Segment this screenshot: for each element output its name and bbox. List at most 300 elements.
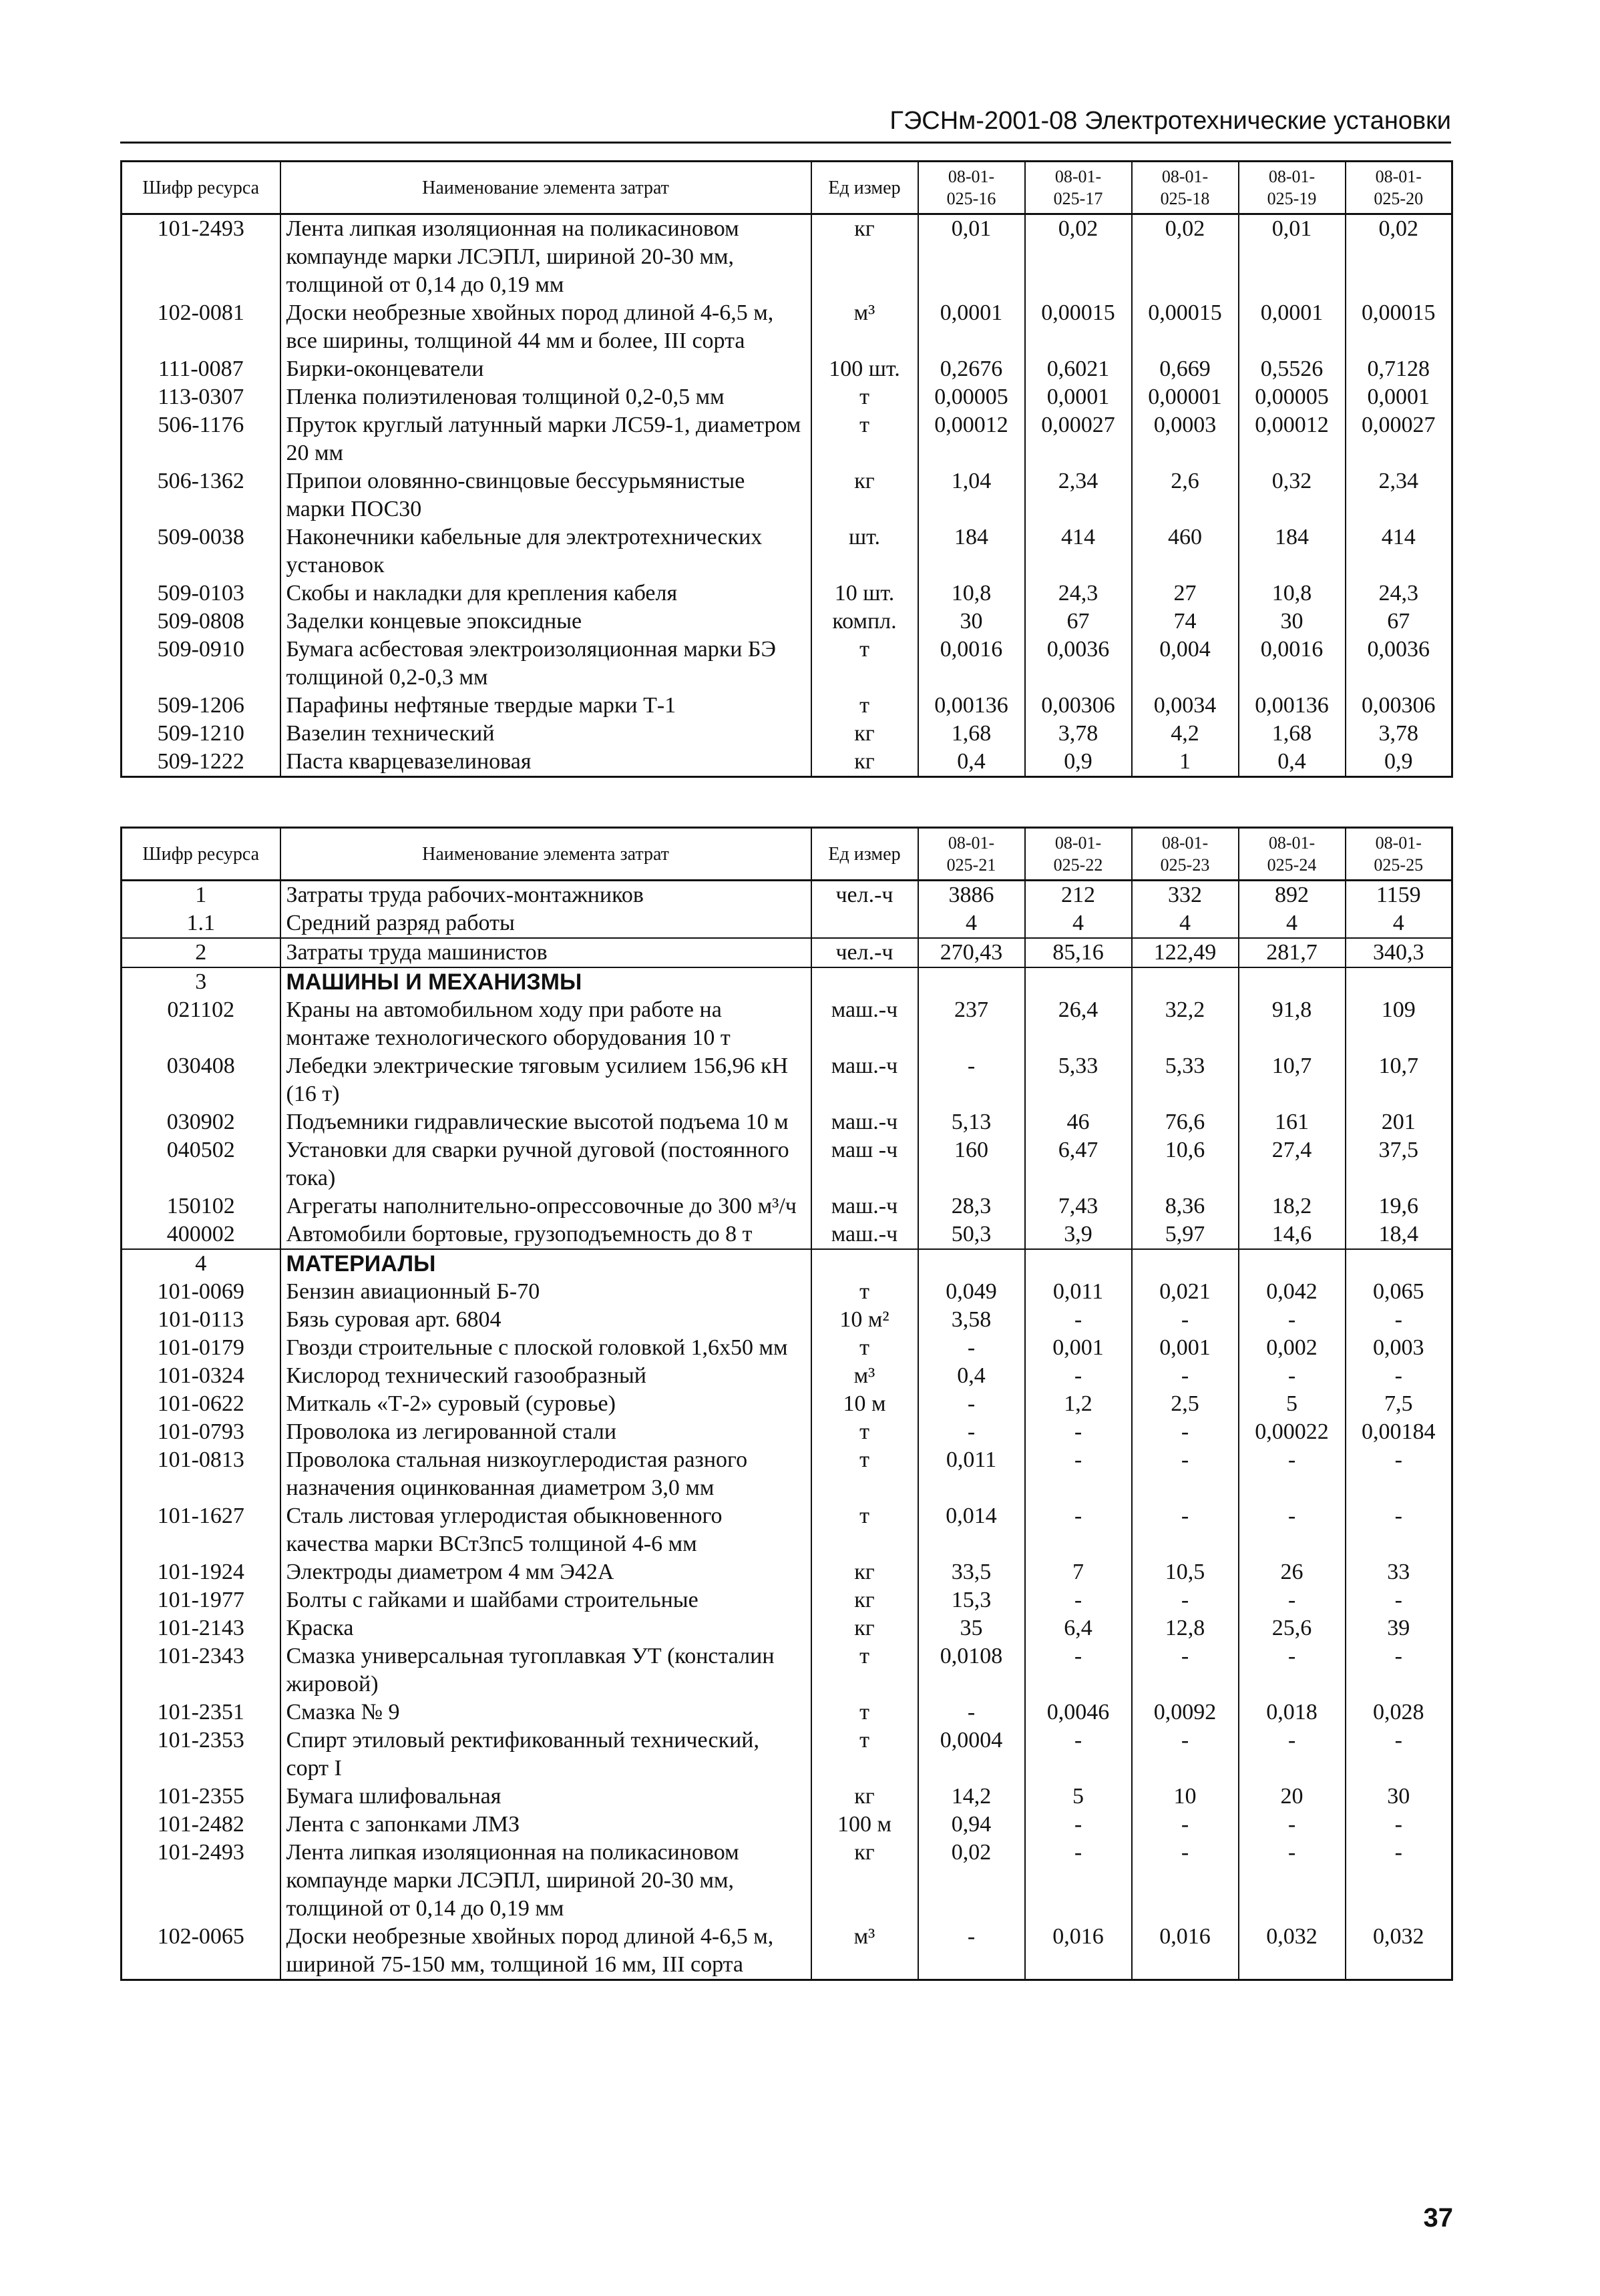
rate-value: 4 <box>1025 909 1132 938</box>
rate-value: 8,36 <box>1132 1192 1239 1220</box>
rate-value: 0,02 <box>1132 214 1239 300</box>
table-row <box>122 1586 1452 1614</box>
rate-value: - <box>1025 1586 1132 1614</box>
resource-code: 102-0081 <box>122 299 280 355</box>
rate-value: 0,00136 <box>918 692 1025 720</box>
resource-code: 101-2351 <box>122 1698 280 1727</box>
table-row <box>122 1923 1452 1980</box>
resource-code: 040502 <box>122 1136 280 1192</box>
cost-element-name: Вазелин технический <box>280 720 811 748</box>
rate-value: 1159 <box>1346 881 1452 910</box>
rate-value: - <box>918 1698 1025 1727</box>
rate-value: - <box>1025 1811 1132 1839</box>
table-row <box>122 881 1452 910</box>
rate-value: 0,0108 <box>918 1642 1025 1698</box>
header-rate-column: 08-01- 025-23 <box>1132 828 1239 881</box>
table-row <box>122 1558 1452 1586</box>
unit-of-measure: маш.-ч <box>811 1052 918 1108</box>
unit-of-measure: м³ <box>811 1923 918 1980</box>
rate-value: - <box>1239 1306 1346 1334</box>
rate-value: - <box>1239 1811 1346 1839</box>
rate-value: 10,8 <box>1239 580 1346 608</box>
rate-value: 0,9 <box>1346 748 1452 777</box>
rate-value: 281,7 <box>1239 938 1346 967</box>
rate-value: 0,5526 <box>1239 355 1346 383</box>
cost-element-name: Заделки концевые эпоксидные <box>280 608 811 636</box>
unit-of-measure: маш.-ч <box>811 1108 918 1136</box>
rate-value: 5,33 <box>1025 1052 1132 1108</box>
rate-value: 5,97 <box>1132 1220 1239 1249</box>
rate-value: 76,6 <box>1132 1108 1239 1136</box>
cost-element-name: Пруток круглый латунный марки ЛС59-1, диаметром 20 мм <box>280 411 811 467</box>
rate-value: - <box>918 1052 1025 1108</box>
rate-value: 0,003 <box>1346 1334 1452 1362</box>
cost-element-name: Наконечники кабельные для электротехнических установок <box>280 523 811 580</box>
rate-value: 3,78 <box>1346 720 1452 748</box>
rate-value: - <box>1239 1502 1346 1558</box>
rate-value: 74 <box>1132 608 1239 636</box>
resource-code: 3 <box>122 967 280 996</box>
cost-element-name: Проволока стальная низкоуглеродистая разного назначения оцинкованная диаметром 3,0 мм <box>280 1446 811 1502</box>
rate-value: 0,00027 <box>1346 411 1452 467</box>
table-row <box>122 580 1452 608</box>
cost-element-name: Бирки-оконцеватели <box>280 355 811 383</box>
table-row <box>122 1839 1452 1923</box>
rate-value: 3,9 <box>1025 1220 1132 1249</box>
unit-of-measure: т <box>811 1642 918 1698</box>
rate-value: 109 <box>1346 996 1452 1052</box>
resource-code: 101-2493 <box>122 1839 280 1923</box>
table-row <box>122 411 1452 467</box>
rate-value: - <box>1346 1811 1452 1839</box>
rate-value: - <box>1025 1306 1132 1334</box>
rate-value: 0,00015 <box>1346 299 1452 355</box>
cost-element-name: Гвозди строительные с плоской головкой 1,6х50 мм <box>280 1334 811 1362</box>
rate-value: - <box>1239 1839 1346 1923</box>
header-rate-column: 08-01- 025-24 <box>1239 828 1346 881</box>
rate-value: 0,0003 <box>1132 411 1239 467</box>
rate-value: 0,021 <box>1132 1278 1239 1306</box>
rate-value: 1 <box>1132 748 1239 777</box>
rate-value: 0,0034 <box>1132 692 1239 720</box>
table-row <box>122 1642 1452 1698</box>
cost-element-name: Бумага асбестовая электроизоляционная марки БЭ толщиной 0,2-0,3 мм <box>280 636 811 692</box>
rate-value: 0,0001 <box>1239 299 1346 355</box>
rate-value: 0,016 <box>1025 1923 1132 1980</box>
table-row <box>122 1698 1452 1727</box>
unit-of-measure: т <box>811 636 918 692</box>
cost-element-name: Краска <box>280 1614 811 1642</box>
rate-value: 2,34 <box>1346 467 1452 523</box>
resource-code: 150102 <box>122 1192 280 1220</box>
header-unit: Ед измер <box>811 162 918 214</box>
resource-code: 509-0808 <box>122 608 280 636</box>
rate-value: - <box>1346 1586 1452 1614</box>
rate-value: 27 <box>1132 580 1239 608</box>
rate-value: 30 <box>1346 1783 1452 1811</box>
table-row <box>122 1418 1452 1446</box>
table-row <box>122 1446 1452 1502</box>
rate-value: 6,47 <box>1025 1136 1132 1192</box>
rate-value: 0,011 <box>918 1446 1025 1502</box>
rate-value: - <box>1132 1418 1239 1446</box>
unit-of-measure: 100 м <box>811 1811 918 1839</box>
rate-value: 0,02 <box>918 1839 1025 1923</box>
resource-code: 101-2355 <box>122 1783 280 1811</box>
rate-value: 33,5 <box>918 1558 1025 1586</box>
rate-value: 0,00015 <box>1132 299 1239 355</box>
cost-element-name: Миткаль «Т-2» суровый (суровье) <box>280 1390 811 1418</box>
unit-of-measure: м³ <box>811 299 918 355</box>
rate-value: 0,2676 <box>918 355 1025 383</box>
rate-value: - <box>1132 1586 1239 1614</box>
rate-value: 332 <box>1132 881 1239 910</box>
resource-code: 101-1924 <box>122 1558 280 1586</box>
rate-value: 0,065 <box>1346 1278 1452 1306</box>
rate-value: - <box>1132 1727 1239 1783</box>
table-row <box>122 1052 1452 1108</box>
unit-of-measure: 10 м <box>811 1390 918 1418</box>
rate-value: 3886 <box>918 881 1025 910</box>
rate-value: 0,0001 <box>1025 383 1132 411</box>
rate-value: 201 <box>1346 1108 1452 1136</box>
rate-value <box>918 1249 1025 1278</box>
unit-of-measure: чел.-ч <box>811 938 918 967</box>
rate-value: 0,00136 <box>1239 692 1346 720</box>
rate-value: 3,58 <box>918 1306 1025 1334</box>
rate-value: 0,94 <box>918 1811 1025 1839</box>
rate-value: 237 <box>918 996 1025 1052</box>
rate-value: 5,13 <box>918 1108 1025 1136</box>
unit-of-measure: кг <box>811 1614 918 1642</box>
rate-value: 212 <box>1025 881 1132 910</box>
table-row <box>122 1306 1452 1334</box>
rate-value: 4 <box>1239 909 1346 938</box>
rate-value: 10,8 <box>918 580 1025 608</box>
unit-of-measure: т <box>811 383 918 411</box>
rate-value: 91,8 <box>1239 996 1346 1052</box>
table-row <box>122 1220 1452 1249</box>
resource-code: 101-0069 <box>122 1278 280 1306</box>
table-row <box>122 1108 1452 1136</box>
rate-value: 2,5 <box>1132 1390 1239 1418</box>
rate-value <box>1346 967 1452 996</box>
rate-value: - <box>1025 1502 1132 1558</box>
rate-value: 0,00184 <box>1346 1418 1452 1446</box>
unit-of-measure: кг <box>811 467 918 523</box>
table-row <box>122 355 1452 383</box>
rate-value: - <box>1025 1642 1132 1698</box>
rate-value: - <box>1025 1418 1132 1446</box>
unit-of-measure <box>811 967 918 996</box>
header-code: Шифр ресурса <box>122 162 280 214</box>
rate-value: - <box>1239 1727 1346 1783</box>
cost-element-name: Лента липкая изоляционная на поликасиновом компаунде марки ЛСЭПЛ, шириной 20-30 мм, толщиной от 0,14 до 0,19 мм <box>280 1839 811 1923</box>
resource-code: 101-2143 <box>122 1614 280 1642</box>
rate-value: 0,042 <box>1239 1278 1346 1306</box>
rate-value: - <box>1025 1839 1132 1923</box>
cost-element-name: Бязь суровая арт. 6804 <box>280 1306 811 1334</box>
rate-value: 460 <box>1132 523 1239 580</box>
rate-value: 0,4 <box>918 1362 1025 1390</box>
rate-value: 12,8 <box>1132 1614 1239 1642</box>
rate-value: 0,00015 <box>1025 299 1132 355</box>
rate-value: 5,33 <box>1132 1052 1239 1108</box>
cost-element-name: Паста кварцевазелиновая <box>280 748 811 777</box>
rate-value: 50,3 <box>918 1220 1025 1249</box>
rate-value: - <box>1346 1362 1452 1390</box>
table-row <box>122 299 1452 355</box>
rate-value: 270,43 <box>918 938 1025 967</box>
rate-value: 0,001 <box>1132 1334 1239 1362</box>
rate-value: - <box>1239 1362 1346 1390</box>
header-name: Наименование элемента затрат <box>280 828 811 881</box>
resource-code: 101-0793 <box>122 1418 280 1446</box>
table-row <box>122 720 1452 748</box>
rate-value: - <box>1132 1642 1239 1698</box>
rate-value: - <box>1239 1642 1346 1698</box>
unit-of-measure: шт. <box>811 523 918 580</box>
resource-table-1 <box>120 160 1453 778</box>
rate-value: 67 <box>1346 608 1452 636</box>
table-row <box>122 909 1452 938</box>
rate-value: - <box>1025 1362 1132 1390</box>
rate-value: - <box>918 1418 1025 1446</box>
resource-code: 101-1977 <box>122 1586 280 1614</box>
rate-value: 0,0046 <box>1025 1698 1132 1727</box>
rate-value: 0,00005 <box>1239 383 1346 411</box>
rate-value: 32,2 <box>1132 996 1239 1052</box>
cost-element-name: Сталь листовая углеродистая обыкновенного качества марки ВСт3пс5 толщиной 4-6 мм <box>280 1502 811 1558</box>
rate-value: 6,4 <box>1025 1614 1132 1642</box>
rate-value: 0,032 <box>1346 1923 1452 1980</box>
rate-value: 4,2 <box>1132 720 1239 748</box>
rate-value: 0,018 <box>1239 1698 1346 1727</box>
resource-code: 101-0324 <box>122 1362 280 1390</box>
resource-code: 101-1627 <box>122 1502 280 1558</box>
cost-element-name: Лента с запонками ЛМЗ <box>280 1811 811 1839</box>
rate-value: 10,5 <box>1132 1558 1239 1586</box>
resource-code: 102-0065 <box>122 1923 280 1980</box>
cost-element-name: Доски необрезные хвойных пород длиной 4-6,5 м, шириной 75-150 мм, толщиной 16 мм, III сорта <box>280 1923 811 1980</box>
rate-value: 0,032 <box>1239 1923 1346 1980</box>
rate-value: - <box>1132 1362 1239 1390</box>
unit-of-measure: компл. <box>811 608 918 636</box>
table-row <box>122 1390 1452 1418</box>
header-rate-column: 08-01- 025-17 <box>1025 162 1132 214</box>
unit-of-measure: маш.-ч <box>811 1220 918 1249</box>
table-row <box>122 636 1452 692</box>
rate-value: 0,00022 <box>1239 1418 1346 1446</box>
rate-value: 28,3 <box>918 1192 1025 1220</box>
table-row <box>122 214 1452 300</box>
resource-code: 101-0179 <box>122 1334 280 1362</box>
section-row <box>122 967 1452 996</box>
resource-code: 1 <box>122 881 280 910</box>
cost-element-name: Краны на автомобильном ходу при работе на монтаже технологического оборудования 10 т <box>280 996 811 1052</box>
unit-of-measure: т <box>811 1334 918 1362</box>
table-row <box>122 1502 1452 1558</box>
rate-value <box>1239 967 1346 996</box>
rate-value: 122,49 <box>1132 938 1239 967</box>
unit-of-measure: т <box>811 1278 918 1306</box>
rate-value: 1,04 <box>918 467 1025 523</box>
unit-of-measure: т <box>811 692 918 720</box>
unit-of-measure: кг <box>811 748 918 777</box>
rate-value: 0,016 <box>1132 1923 1239 1980</box>
rate-value: - <box>1346 1642 1452 1698</box>
header-code: Шифр ресурса <box>122 828 280 881</box>
rate-value: 25,6 <box>1239 1614 1346 1642</box>
rate-value: 1,68 <box>918 720 1025 748</box>
resource-code: 101-0113 <box>122 1306 280 1334</box>
resource-table-2 <box>120 827 1453 1981</box>
rate-value: 30 <box>1239 608 1346 636</box>
rate-value: 37,5 <box>1346 1136 1452 1192</box>
table-row <box>122 938 1452 967</box>
rate-value: 4 <box>1346 909 1452 938</box>
rate-value: 0,004 <box>1132 636 1239 692</box>
cost-element-name: Смазка универсальная тугоплавкая УТ (консталин жировой) <box>280 1642 811 1698</box>
resource-code: 509-1210 <box>122 720 280 748</box>
rate-value: 0,02 <box>1025 214 1132 300</box>
rate-value <box>1025 1249 1132 1278</box>
cost-element-name: Припои оловянно-свинцовые бессурьмянистые марки ПОС30 <box>280 467 811 523</box>
resource-code: 506-1176 <box>122 411 280 467</box>
resource-code: 101-0813 <box>122 1446 280 1502</box>
table-row <box>122 692 1452 720</box>
header-rate-column: 08-01- 025-20 <box>1346 162 1452 214</box>
rate-value: - <box>1025 1727 1132 1783</box>
rate-value: 0,00027 <box>1025 411 1132 467</box>
resource-code: 111-0087 <box>122 355 280 383</box>
rate-value: 20 <box>1239 1783 1346 1811</box>
cost-element-name: МАТЕРИАЛЫ <box>280 1249 811 1278</box>
cost-element-name: Затраты труда рабочих-монтажников <box>280 881 811 910</box>
rate-value: 0,0092 <box>1132 1698 1239 1727</box>
cost-element-name: Лебедки электрические тяговым усилием 156,96 кН (16 т) <box>280 1052 811 1108</box>
rate-value: 0,011 <box>1025 1278 1132 1306</box>
rate-value: - <box>1132 1306 1239 1334</box>
rate-value: 0,001 <box>1025 1334 1132 1362</box>
rate-value: - <box>1346 1306 1452 1334</box>
cost-element-name: Доски необрезные хвойных пород длиной 4-6,5 м, все ширины, толщиной 44 мм и более, III сорта <box>280 299 811 355</box>
cost-element-name: Подъемники гидравлические высотой подъема 10 м <box>280 1108 811 1136</box>
rate-value: 0,00306 <box>1346 692 1452 720</box>
rate-value: - <box>1132 1502 1239 1558</box>
rate-value: 67 <box>1025 608 1132 636</box>
rate-value: 161 <box>1239 1108 1346 1136</box>
rate-value: 414 <box>1025 523 1132 580</box>
rate-value: 30 <box>918 608 1025 636</box>
rate-value: 24,3 <box>1025 580 1132 608</box>
header-unit: Ед измер <box>811 828 918 881</box>
rate-value: 7,43 <box>1025 1192 1132 1220</box>
table-row <box>122 1362 1452 1390</box>
table-row <box>122 1811 1452 1839</box>
rate-value: 10 <box>1132 1783 1239 1811</box>
cost-element-name: Болты с гайками и шайбами строительные <box>280 1586 811 1614</box>
resource-code: 101-0622 <box>122 1390 280 1418</box>
page-header-title: ГЭСНм-2001-08 Электротехнические установки <box>120 100 1451 144</box>
unit-of-measure: кг <box>811 1558 918 1586</box>
rate-value <box>1239 1249 1346 1278</box>
resource-code: 506-1362 <box>122 467 280 523</box>
rate-value <box>1132 967 1239 996</box>
rate-value: 0,0036 <box>1025 636 1132 692</box>
table-row <box>122 996 1452 1052</box>
unit-of-measure: т <box>811 1698 918 1727</box>
rate-value: 2,6 <box>1132 467 1239 523</box>
page-number: 37 <box>1423 2203 1453 2233</box>
rate-value: 0,0016 <box>1239 636 1346 692</box>
unit-of-measure: кг <box>811 720 918 748</box>
rate-value: 0,002 <box>1239 1334 1346 1362</box>
rate-value: 1,2 <box>1025 1390 1132 1418</box>
rate-value: - <box>1239 1586 1346 1614</box>
rate-value <box>918 967 1025 996</box>
rate-value: - <box>918 1390 1025 1418</box>
table-row <box>122 1783 1452 1811</box>
header-rate-column: 08-01- 025-18 <box>1132 162 1239 214</box>
rate-value: 1,68 <box>1239 720 1346 748</box>
rate-value: 7,5 <box>1346 1390 1452 1418</box>
unit-of-measure: т <box>811 1502 918 1558</box>
cost-element-name: Установки для сварки ручной дуговой (постоянного тока) <box>280 1136 811 1192</box>
table-row <box>122 748 1452 777</box>
resource-code: 113-0307 <box>122 383 280 411</box>
cost-element-name: Затраты труда машинистов <box>280 938 811 967</box>
rate-value: 0,02 <box>1346 214 1452 300</box>
unit-of-measure: кг <box>811 1586 918 1614</box>
rate-value: 0,7128 <box>1346 355 1452 383</box>
resource-code: 509-0103 <box>122 580 280 608</box>
cost-element-name: Лента липкая изоляционная на поликасиновом компаунде марки ЛСЭПЛ, шириной 20-30 мм, толщиной от 0,14 до 0,19 мм <box>280 214 811 300</box>
table-row <box>122 1136 1452 1192</box>
resource-code: 021102 <box>122 996 280 1052</box>
cost-element-name: МАШИНЫ И МЕХАНИЗМЫ <box>280 967 811 996</box>
resource-code: 509-0038 <box>122 523 280 580</box>
cost-element-name: Агрегаты наполнительно-опрессовочные до 300 м³/ч <box>280 1192 811 1220</box>
rate-value: 184 <box>1239 523 1346 580</box>
resource-code: 4 <box>122 1249 280 1278</box>
header-rate-column: 08-01- 025-25 <box>1346 828 1452 881</box>
rate-value: - <box>1132 1811 1239 1839</box>
table-header-row <box>122 162 1452 214</box>
rate-value: 160 <box>918 1136 1025 1192</box>
rate-value: 85,16 <box>1025 938 1132 967</box>
cost-element-name: Автомобили бортовые, грузоподъемность до 8 т <box>280 1220 811 1249</box>
resource-code: 400002 <box>122 1220 280 1249</box>
rate-value: 26,4 <box>1025 996 1132 1052</box>
section-row <box>122 1249 1452 1278</box>
rate-value: 35 <box>918 1614 1025 1642</box>
table-row <box>122 1192 1452 1220</box>
rate-value: 14,6 <box>1239 1220 1346 1249</box>
rate-value: 2,34 <box>1025 467 1132 523</box>
rate-value: 18,2 <box>1239 1192 1346 1220</box>
rate-value: 0,0001 <box>918 299 1025 355</box>
cost-element-name: Проволока из легированной стали <box>280 1418 811 1446</box>
rate-value: 0,32 <box>1239 467 1346 523</box>
rate-value: 0,4 <box>1239 748 1346 777</box>
resource-code: 2 <box>122 938 280 967</box>
rate-value: 4 <box>918 909 1025 938</box>
rate-value: - <box>1346 1446 1452 1502</box>
unit-of-measure: т <box>811 1446 918 1502</box>
rate-value: 0,0016 <box>918 636 1025 692</box>
unit-of-measure: 10 м² <box>811 1306 918 1334</box>
